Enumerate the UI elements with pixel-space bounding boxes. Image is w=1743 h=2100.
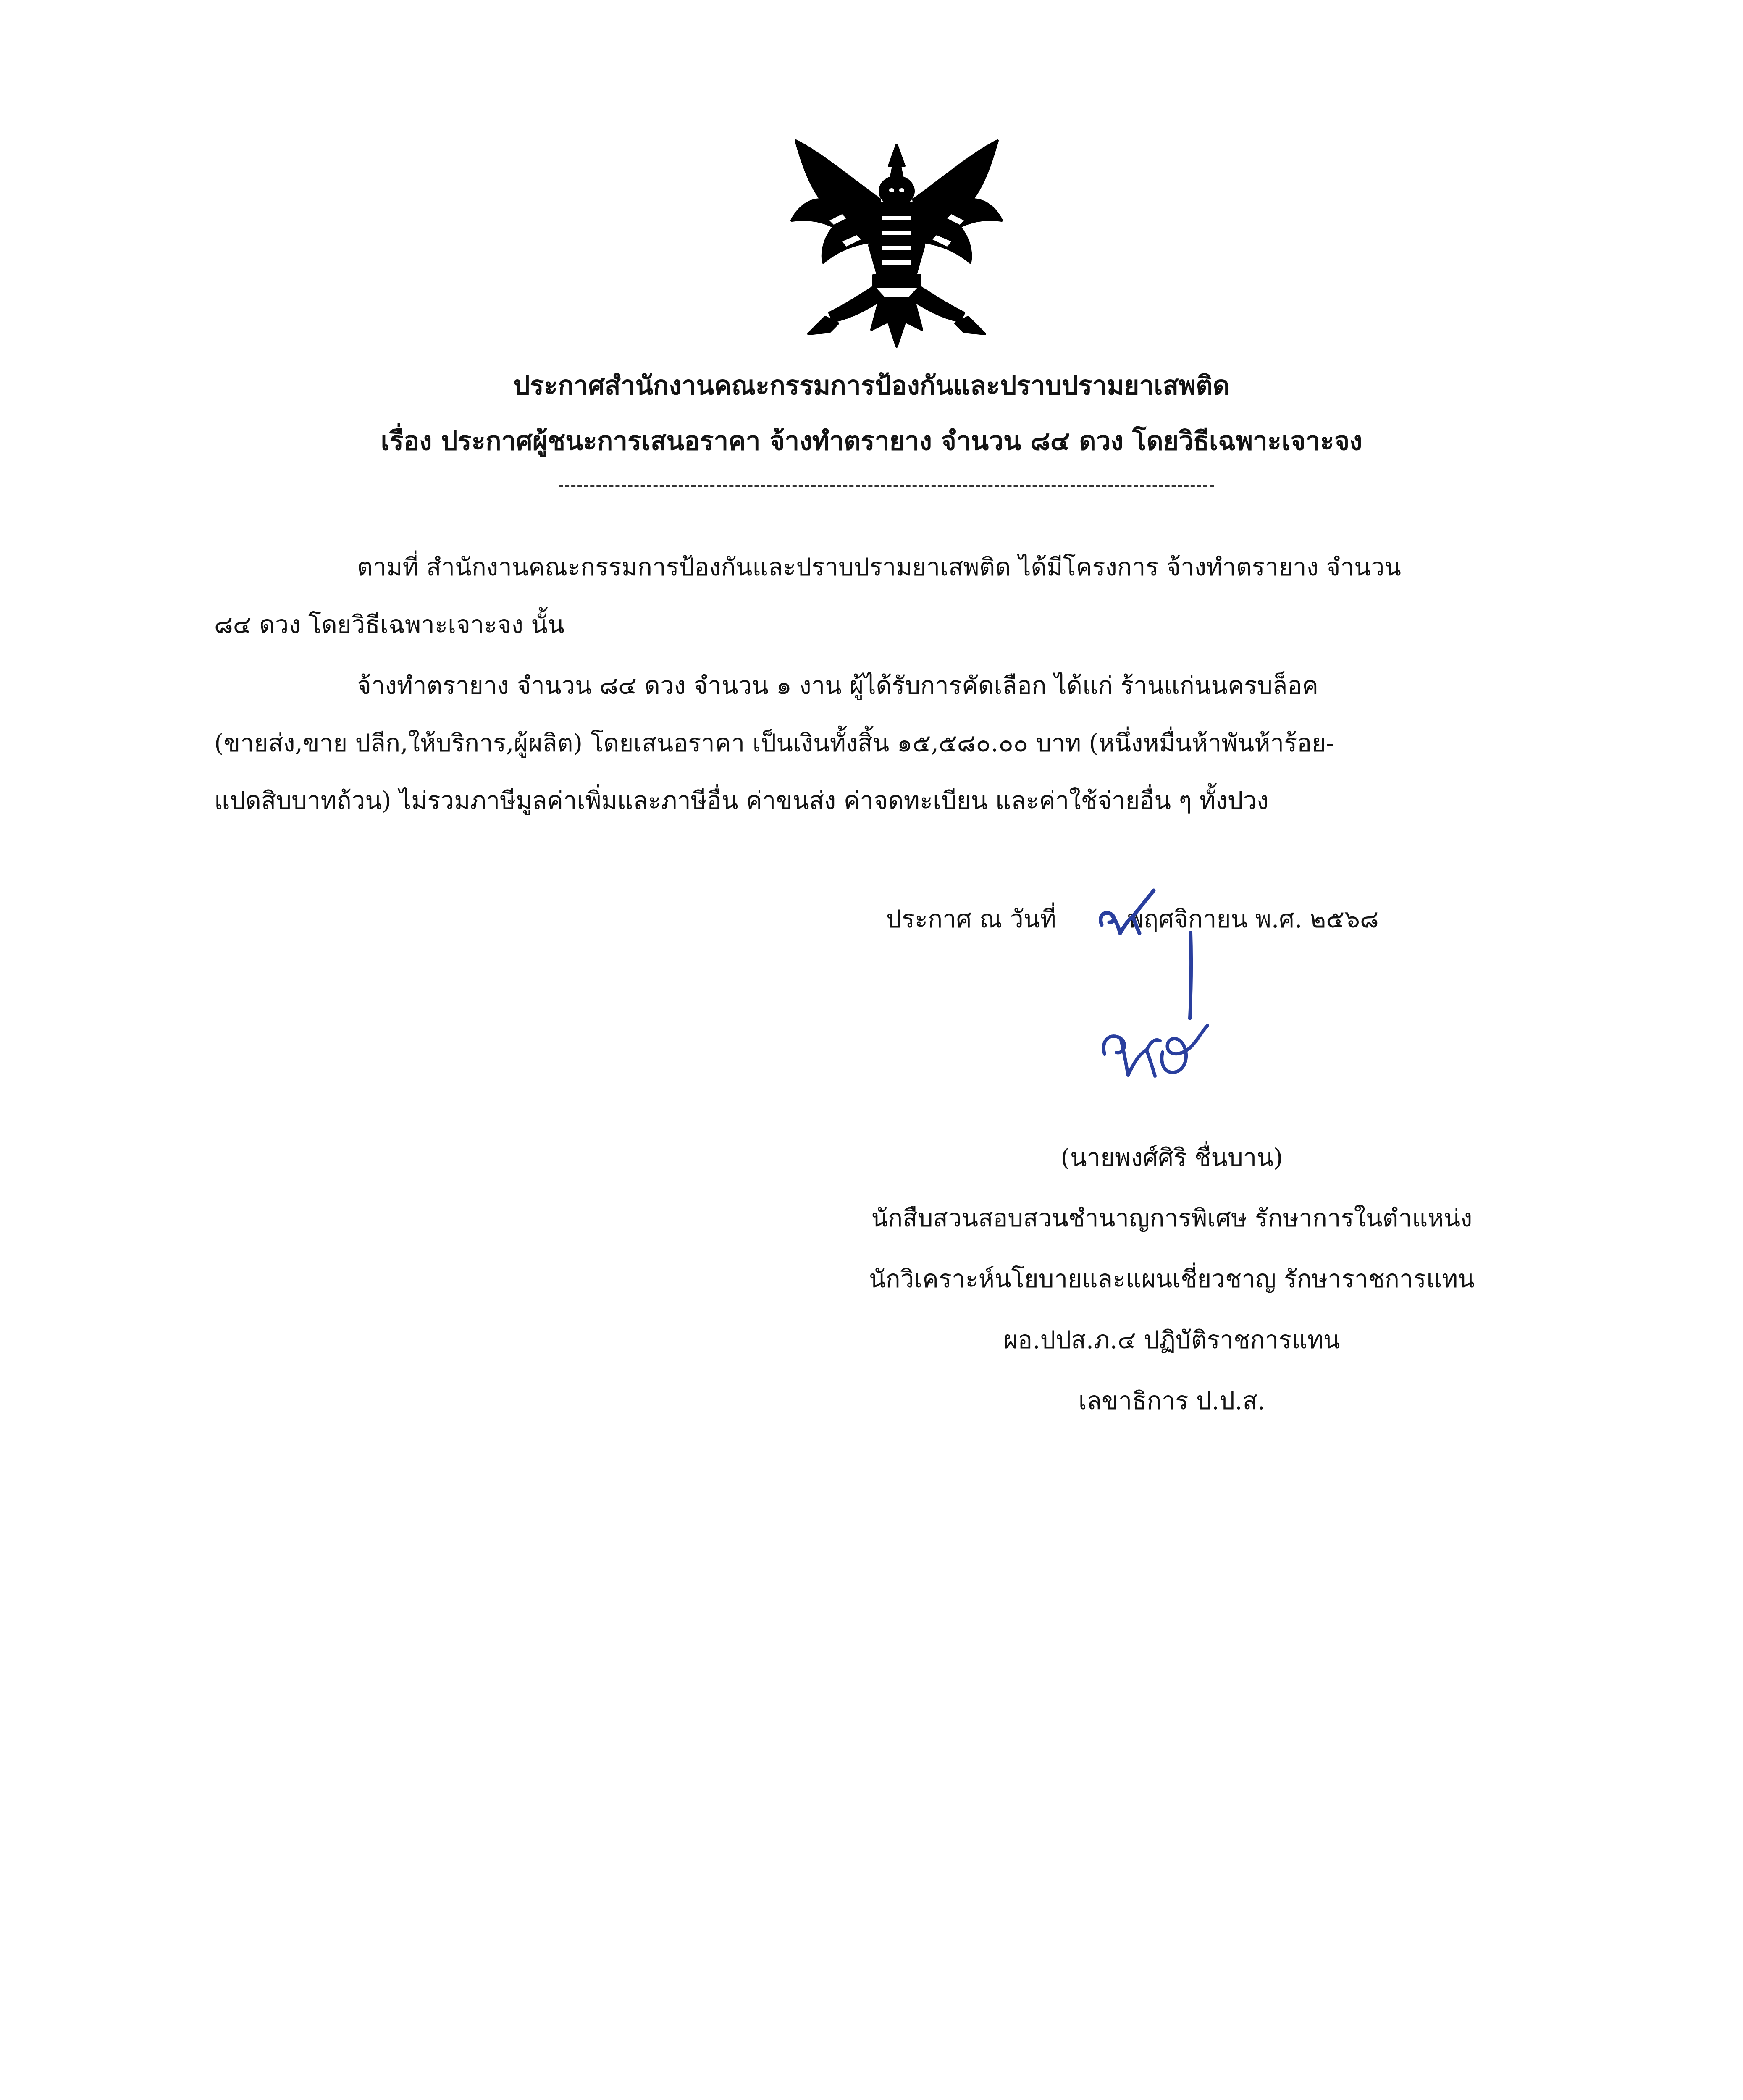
paragraph1-line1: ตามที่ สำนักงานคณะกรรมการป้องกันและปราบปรามยาเสพติด ได้มีโครงการ จ้างทำตรายาง จำนวน bbox=[357, 553, 1401, 581]
signatory-name: (นายพงศ์ศิริ ชื่นบาน) bbox=[1060, 1143, 1283, 1172]
title-separator bbox=[559, 485, 1214, 487]
paragraph1-line2: ๘๔ ดวง โดยวิธีเฉพาะเจาะจง นั้น bbox=[214, 610, 564, 639]
handwritten-signature bbox=[1088, 928, 1247, 1105]
signatory-position-line3: ผอ.ปปส.ภ.๔ ปฏิบัติราชการแทน bbox=[1003, 1326, 1340, 1354]
paragraph2-line2: (ขายส่ง,ขาย ปลีก,ให้บริการ,ผู้ผลิต) โดยเสนอราคา เป็นเงินทั้งสิ้น ๑๕,๕๘๐.๐๐ บาท (หนึ่งหมื่นห้าพันห้าร้อย- bbox=[214, 729, 1334, 757]
date-prefix: ประกาศ ณ วันที่ bbox=[886, 905, 1056, 933]
signatory-position-line2: นักวิเคราะห์นโยบายและแผนเชี่ยวชาญ รักษาราชการแทน bbox=[869, 1265, 1475, 1293]
announcement-subject: เรื่อง ประกาศผู้ชนะการเสนอราคา จ้างทำตรายาง จำนวน ๘๔ ดวง โดยวิธีเฉพาะเจาะจง bbox=[381, 425, 1362, 456]
paragraph2-line1: จ้างทำตรายาง จำนวน ๘๔ ดวง จำนวน ๑ งาน ผู้ได้รับการคัดเลือก ได้แก่ ร้านแก่นนครบล็อค bbox=[357, 671, 1319, 700]
announcement-title: ประกาศสำนักงานคณะกรรมการป้องกันและปราบปรามยาเสพติด bbox=[513, 370, 1230, 401]
paragraph2-line3: แปดสิบบาทถ้วน) ไม่รวมภาษีมูลค่าเพิ่มและภาษีอื่น ค่าขนส่ง ค่าจดทะเบียน และค่าใช้จ่ายอื่น ๆ ทั้งปวง bbox=[214, 786, 1269, 815]
date-suffix: พฤศจิกายน พ.ศ. ๒๕๖๘ bbox=[1127, 905, 1379, 933]
garuda-emblem-icon bbox=[779, 136, 1014, 355]
signatory-position-line4: เลขาธิการ ป.ป.ส. bbox=[1078, 1386, 1265, 1415]
signatory-position-line1: นักสืบสวนสอบสวนชำนาญการพิเศษ รักษาการในตำแหน่ง bbox=[871, 1204, 1473, 1232]
